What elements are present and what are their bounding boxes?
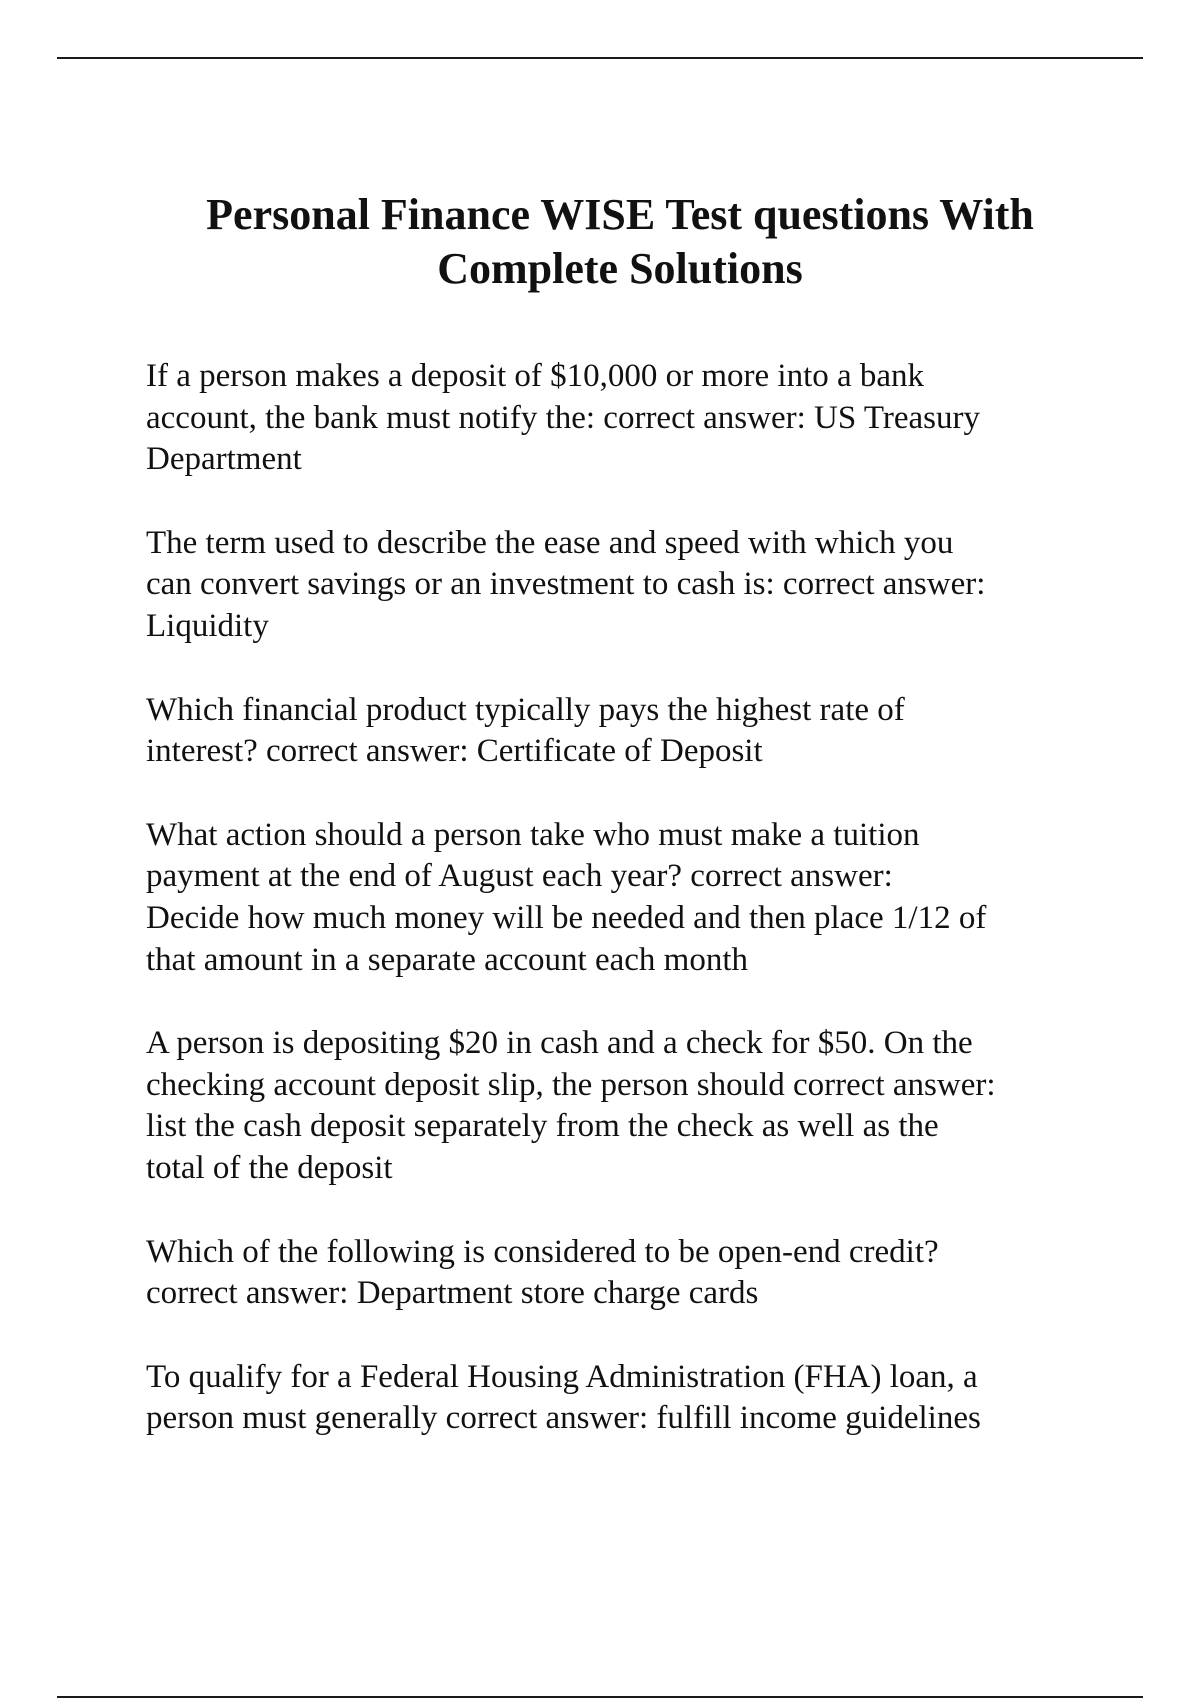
page-title	[100, 188, 1140, 296]
question-answer-item: The term used to describe the ease and speed with which you can convert savings or an investment to cash is: correct answer: Liquidity	[146, 524, 986, 644]
bottom-divider	[57, 1696, 1143, 1698]
question-answer-item: If a person makes a deposit of $10,000 or more into a bank account, the bank must notify the: correct answer: US Treasury Department	[146, 358, 980, 478]
question-answer-item: Which financial product typically pays the highest rate of interest? correct answer: Certificate of Deposit	[146, 691, 905, 770]
page-title-line-2: Complete Solutions	[437, 244, 803, 293]
question-answer-item: A person is depositing $20 in cash and a check for $50. On the checking account deposit slip, the person should correct answer: list the cash deposit separately from the check as well as the total of the deposit	[146, 1025, 996, 1186]
question-answer-item: To qualify for a Federal Housing Administration (FHA) loan, a person must generally correct answer: fulfill income guidelines	[146, 1358, 981, 1437]
page-title-line-1: Personal Finance WISE Test questions With	[206, 190, 1034, 239]
question-answer-item: What action should a person take who must make a tuition payment at the end of August each year? correct answer: Decide how much money will be needed and then place 1/12 of that amount in a separate account each month	[146, 816, 987, 978]
top-divider	[57, 57, 1143, 59]
question-answer-item: Which of the following is considered to be open-end credit? correct answer: Department store charge cards	[146, 1233, 939, 1312]
question-answer-list	[146, 356, 1146, 1482]
